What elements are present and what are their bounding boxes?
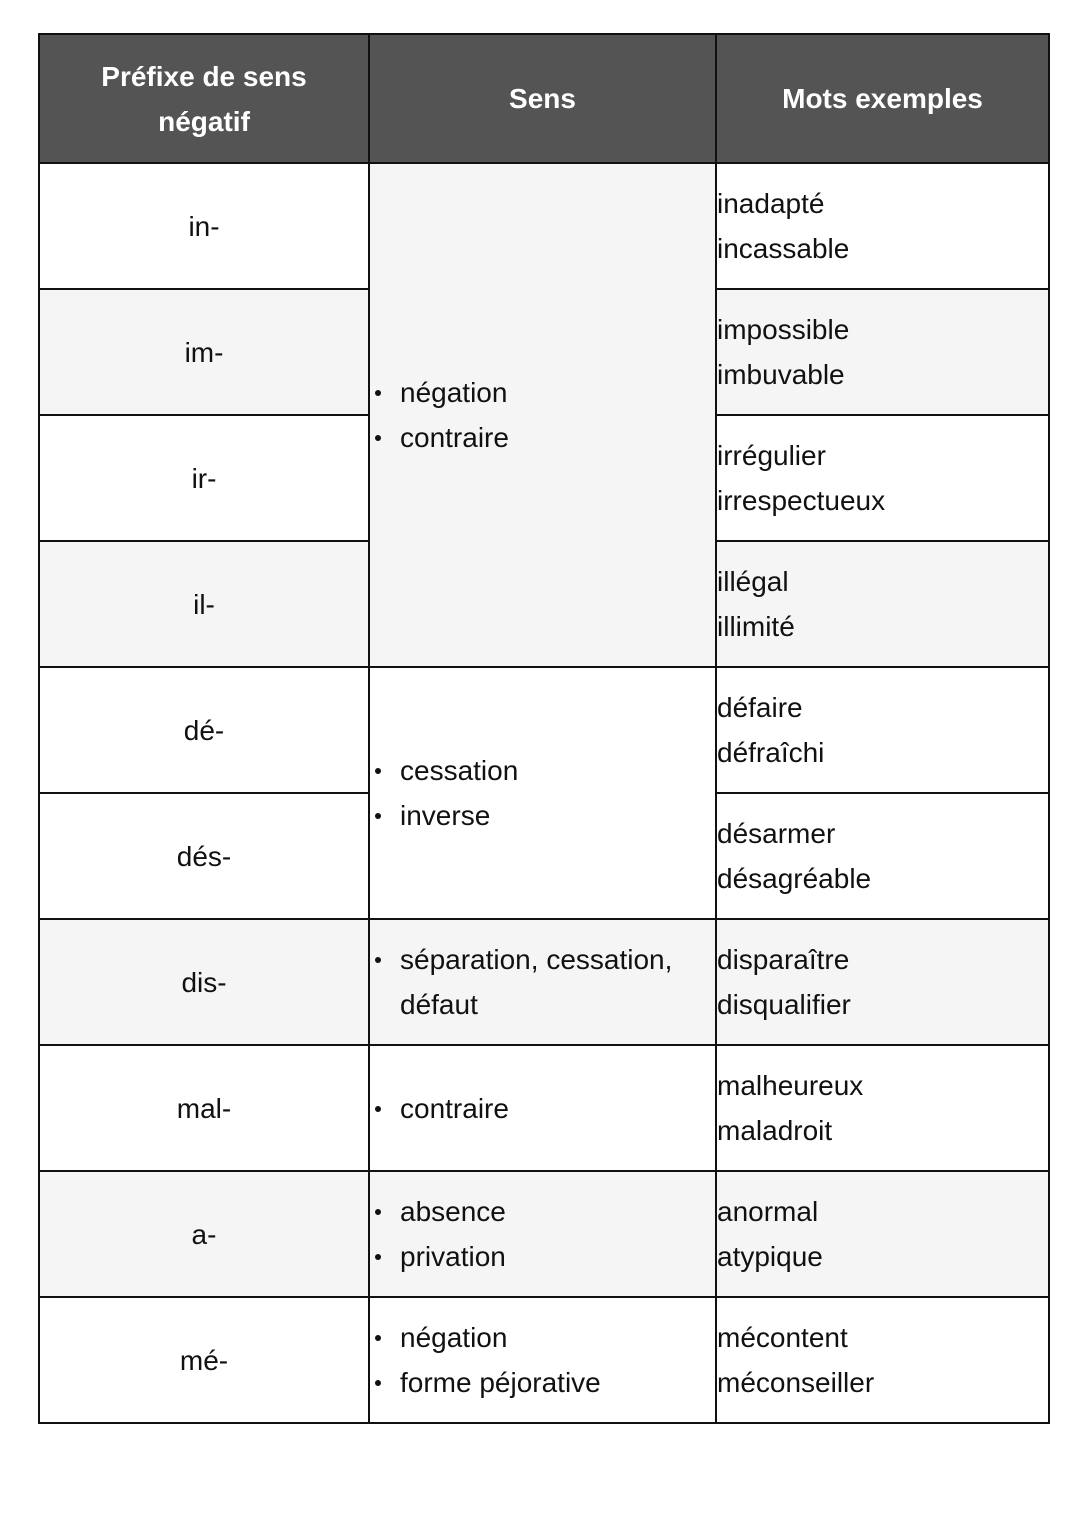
examples-cell (716, 793, 1049, 919)
prefix-cell: mal- (39, 1045, 369, 1171)
sens-list (370, 1315, 715, 1405)
sens-list (370, 748, 715, 838)
sens-cell (369, 919, 716, 1045)
sens-item: inverse (370, 793, 715, 838)
example-word: anormal (717, 1196, 819, 1227)
sens-list (370, 1086, 715, 1131)
header-row (39, 34, 1049, 163)
sens-item: cessation (370, 748, 715, 793)
example-word: défaire (717, 692, 803, 723)
sens-cell (369, 163, 716, 667)
example-word: irrespectueux (717, 485, 886, 516)
example-word: disparaître (717, 944, 850, 975)
sens-cell (369, 667, 716, 919)
table-row (39, 919, 1049, 1045)
example-word: désagréable (717, 863, 872, 894)
example-word: atypique (717, 1241, 823, 1272)
examples-cell (716, 1171, 1049, 1297)
sens-item: contraire (370, 1086, 715, 1131)
prefix-cell: il- (39, 541, 369, 667)
sens-item: négation (370, 1315, 715, 1360)
sens-list (370, 370, 715, 460)
examples-cell (716, 541, 1049, 667)
sens-item: privation (370, 1234, 715, 1279)
sens-list (370, 937, 715, 1027)
prefix-cell: mé- (39, 1297, 369, 1423)
header-sens: Sens (369, 34, 716, 163)
sens-cell (369, 1171, 716, 1297)
example-word: disqualifier (717, 989, 851, 1020)
sens-item: absence (370, 1189, 715, 1234)
table-row (39, 163, 1049, 289)
example-word: mécontent (717, 1322, 848, 1353)
prefix-cell: a- (39, 1171, 369, 1297)
table-row (39, 1045, 1049, 1171)
sens-item: négation (370, 370, 715, 415)
sens-item: séparation, cessation, défaut (370, 937, 715, 1027)
sens-cell (369, 1045, 716, 1171)
examples-cell (716, 415, 1049, 541)
prefix-cell: dé- (39, 667, 369, 793)
example-word: illégal (717, 566, 789, 597)
examples-cell (716, 919, 1049, 1045)
example-word: imbuvable (717, 359, 845, 390)
table-row (39, 1171, 1049, 1297)
examples-cell (716, 163, 1049, 289)
example-word: défraîchi (717, 737, 825, 768)
example-word: désarmer (717, 818, 836, 849)
example-word: méconseiller (717, 1367, 875, 1398)
table-row (39, 667, 1049, 793)
example-word: inadapté (717, 188, 825, 219)
sens-list (370, 1189, 715, 1279)
sens-cell (369, 1297, 716, 1423)
example-word: malheureux (717, 1070, 864, 1101)
sens-item: contraire (370, 415, 715, 460)
example-word: impossible (717, 314, 850, 345)
prefix-table (38, 33, 1050, 1424)
prefix-cell: dés- (39, 793, 369, 919)
examples-cell (716, 1297, 1049, 1423)
prefix-cell: dis- (39, 919, 369, 1045)
header-prefix: Préfixe de sens négatif (39, 34, 369, 163)
examples-cell (716, 289, 1049, 415)
examples-cell (716, 1045, 1049, 1171)
sens-item: forme péjorative (370, 1360, 715, 1405)
example-word: incassable (717, 233, 850, 264)
prefix-cell: in- (39, 163, 369, 289)
table-row (39, 1297, 1049, 1423)
prefix-cell: ir- (39, 415, 369, 541)
example-word: irrégulier (717, 440, 826, 471)
example-word: illimité (717, 611, 795, 642)
example-word: maladroit (717, 1115, 833, 1146)
examples-cell (716, 667, 1049, 793)
header-examples: Mots exemples (716, 34, 1049, 163)
prefix-cell: im- (39, 289, 369, 415)
